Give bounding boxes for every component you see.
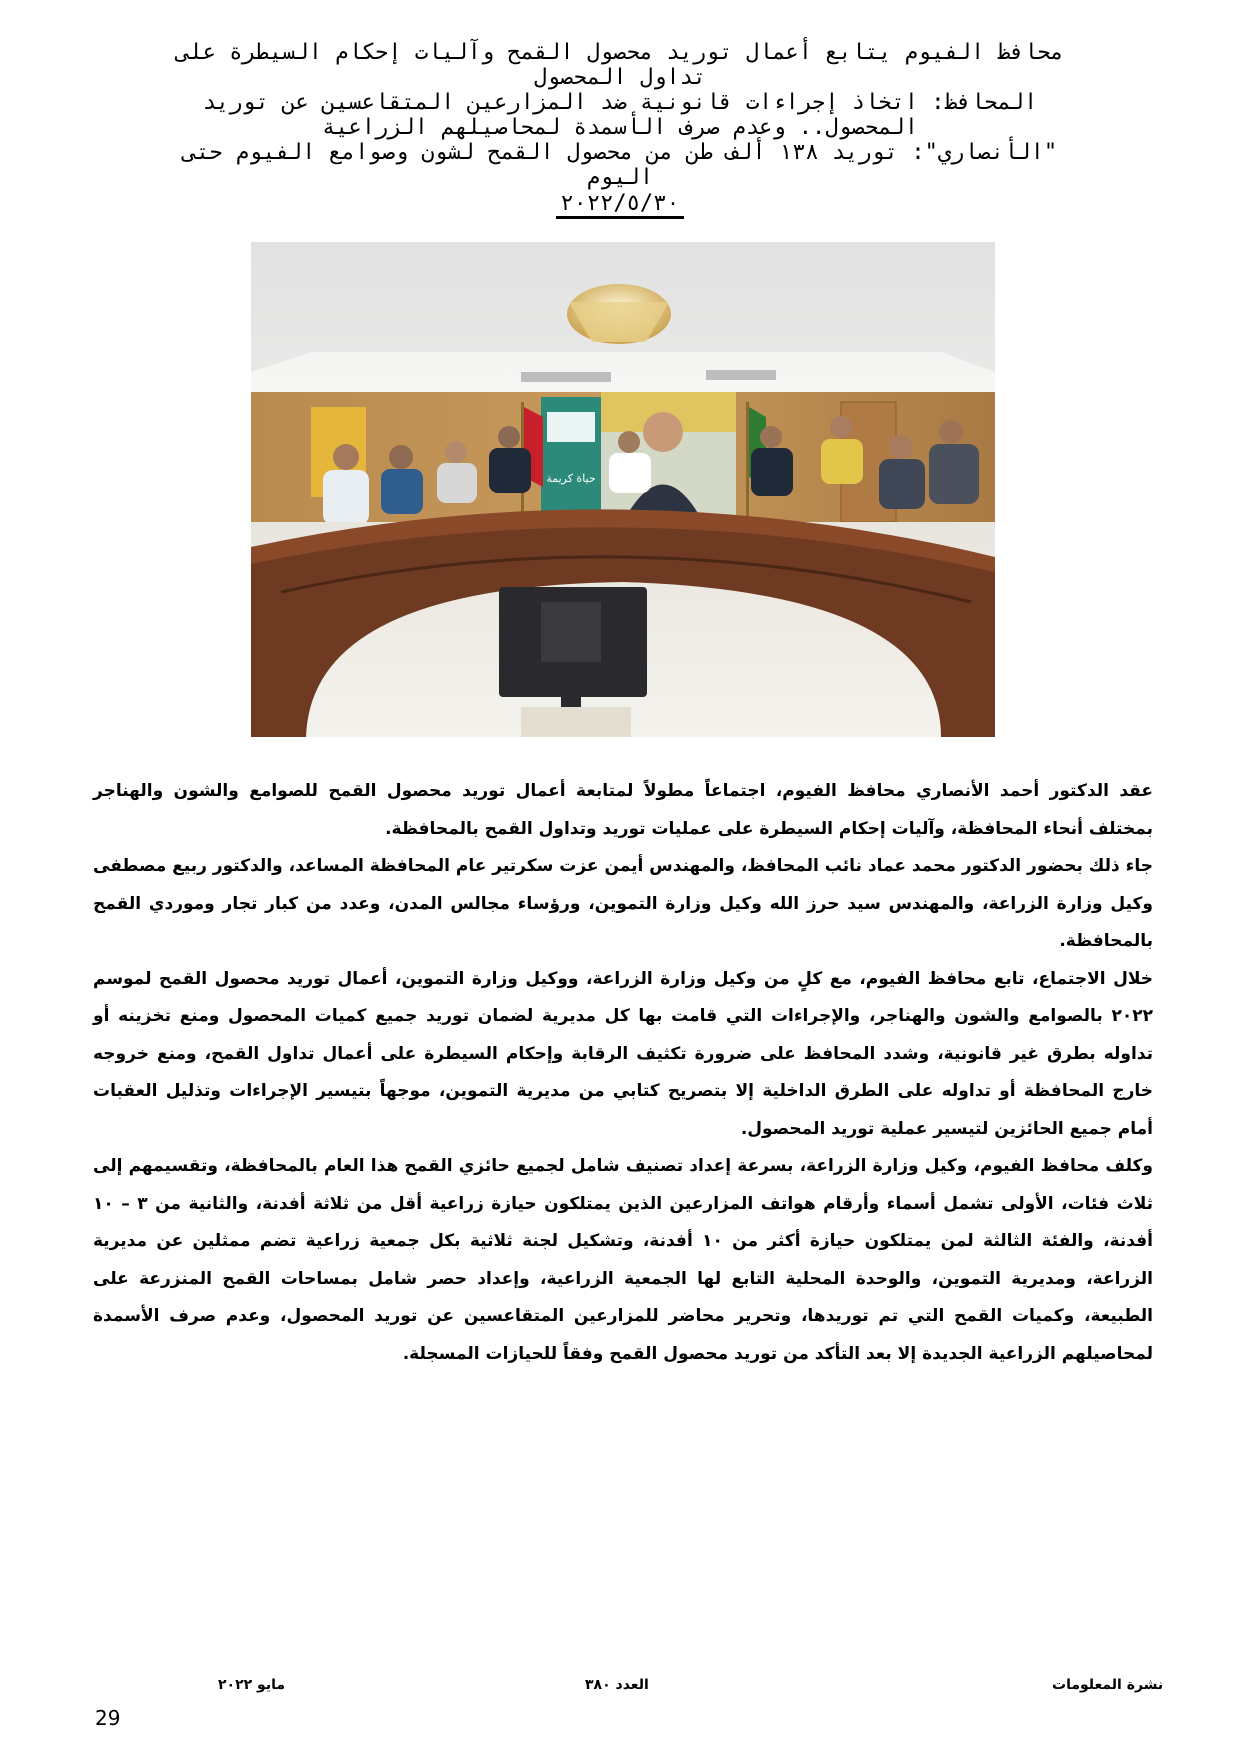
- headline: [110, 40, 1130, 219]
- meeting-photo-illustration: [251, 242, 995, 737]
- headline-line: المحافظ: اتخاذ إجراءات قانونية ضد المزارعين المتقاعسين عن توريد: [202, 90, 1038, 115]
- article-body: [93, 773, 1153, 1373]
- footer-issue: العدد ٣٨٠: [585, 1677, 649, 1693]
- headline-line: تداول المحصول: [533, 65, 707, 90]
- footer-date: مايو ٢٠٢٢: [218, 1677, 286, 1693]
- meeting-photo: [251, 242, 995, 737]
- headline-line: المحصول.. وعدم صرف الأسمدة لمحاصيلهم الزراعية: [321, 115, 919, 140]
- headline-line: "الأنصاري": توريد ١٣٨ ألف طن من محصول القمح لشون وصوامع الفيوم حتى: [182, 140, 1058, 165]
- footer-publication: نشرة المعلومات: [1052, 1677, 1164, 1693]
- banner-text: حياة كريمة: [546, 472, 596, 485]
- article-paragraph: جاء ذلك بحضور الدكتور محمد عماد نائب المحافظ، والمهندس أيمن عزت سكرتير عام المحافظة المساعد، والدكتور ربيع مصطفى وكيل وزارة الزراعة، والمهندس سيد حرز الله وكيل وزارة التموين، ورؤساء مجالس المدن، وعدد من كبار تجار وموردي القمح بالمحافظة.: [93, 856, 1153, 951]
- headline-line: محافظ الفيوم يتابع أعمال توريد محصول القمح وآليات إحكام السيطرة على: [176, 40, 1064, 65]
- article-paragraph: خلال الاجتماع، تابع محافظ الفيوم، مع كلٍ من وكيل وزارة الزراعة، ووكيل وزارة التموين، أعمال توريد محصول القمح لموسم ٢٠٢٢ بالصوامع والشون والهناجر، والإجراءات التي قامت بها كل مديرية لضمان توريد جميع كميات المحصول ومنع تخزينه أو تداوله بطرق غير قانونية، وشدد المحافظ على ضرورة تكثيف الرقابة وإحكام السيطرة على أعمال تداول القمح، ومنع خروجه خارج المحافظة أو تداوله على الطرق الداخلية إلا بتصريح كتابي من مديرية التموين، موجهاً بتيسير الإجراءات وتذليل العقبات أمام جميع الحائزين لتيسير عملية توريد المحصول.: [93, 968, 1153, 1139]
- page-number: 29: [95, 1706, 121, 1730]
- article-paragraph: عقد الدكتور أحمد الأنصاري محافظ الفيوم، اجتماعاً مطولاً لمتابعة أعمال توريد محصول القمح للصوامع والشون والهناجر بمختلف أنحاء المحافظة، وآليات إحكام السيطرة على عمليات توريد وتداول القمح بالمحافظة.: [93, 781, 1153, 839]
- headline-date: ٢٠٢٢/٥/٣٠: [556, 191, 683, 219]
- headline-line: اليوم: [586, 165, 654, 190]
- article-paragraph: وكلف محافظ الفيوم، وكيل وزارة الزراعة، بسرعة إعداد تصنيف شامل لجميع حائزي القمح هذا العام بالمحافظة، وتقسيمهم إلى ثلاث فئات، الأولى تشمل أسماء وأرقام هواتف المزارعين الذين يمتلكون حيازة زراعية أقل من ثلاثة أفدنة، والثانية من ٣ – ١٠ أفدنة، والفئة الثالثة لمن يمتلكون حيازة أكثر من ١٠ أفدنة، وتشكيل لجنة ثلاثية بكل جمعية زراعية تضم ممثلين عن مديرية الزراعة، ومديرية التموين، والوحدة المحلية التابع لها الجمعية الزراعية، وإعداد حصر شامل بمساحات القمح المنزرعة على الطبيعة، وكميات القمح التي تم توريدها، وتحرير محاضر للمزارعين المتقاعسين عن توريد المحصول، وعدم صرف الأسمدة لمحاصيلهم الزراعية الجديدة إلا بعد التأكد من توريد محصول القمح وفقاً للحيازات المسجلة.: [93, 1156, 1153, 1364]
